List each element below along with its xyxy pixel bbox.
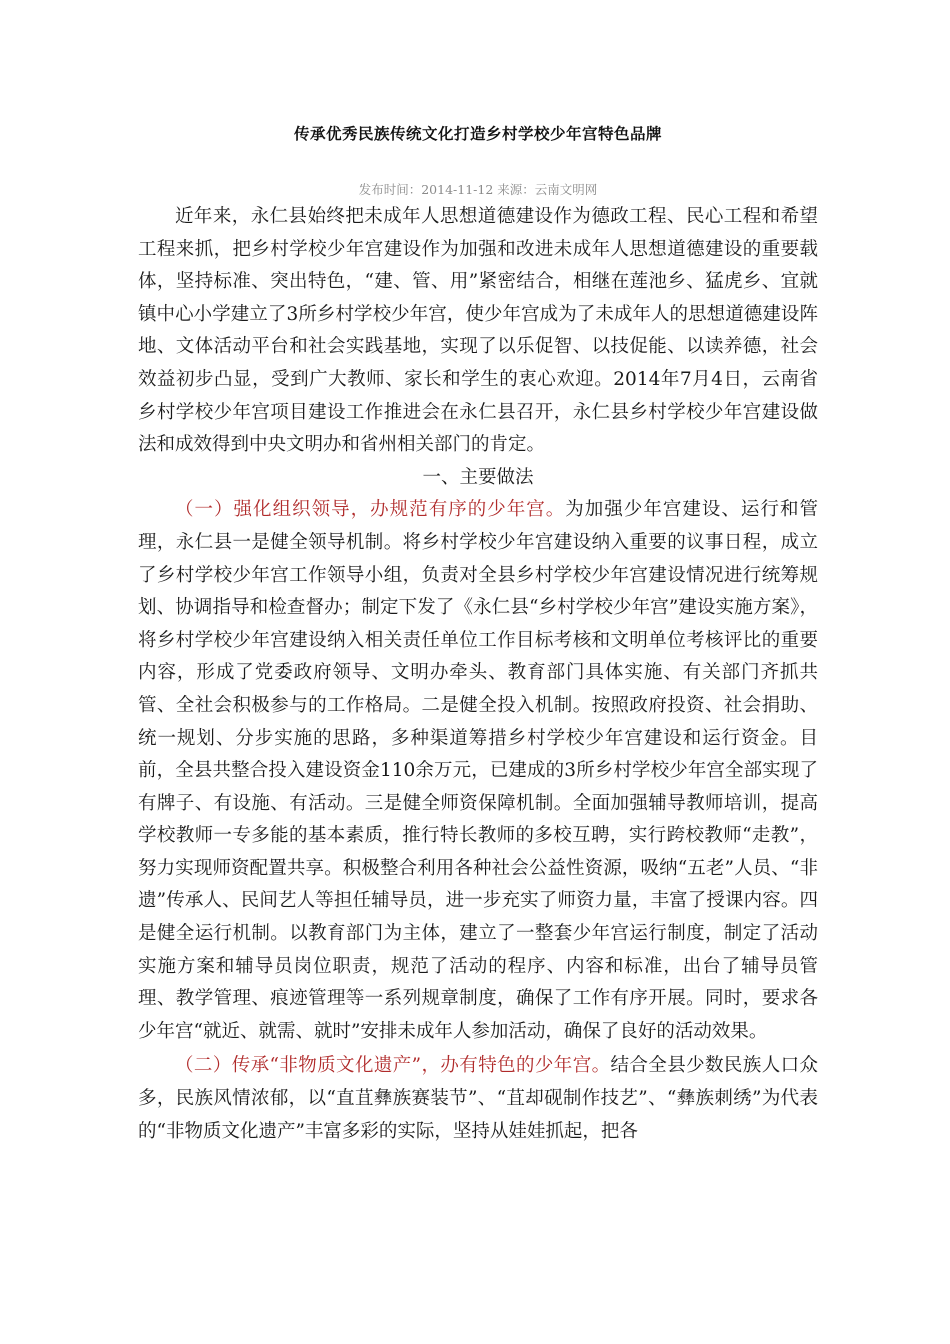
- article-body: [138, 201, 818, 1148]
- publish-meta: 发布时间：2014-11-12 来源：云南文明网: [358, 182, 598, 197]
- subsection-2-text: 结合全县少数民族人口众多，民族风情浓郁，以“直苴彝族赛装节”、“苴却砚制作技艺”、“彝族刺绣”为代表的“非物质文化遗产”丰富多彩的实际，坚持从娃娃抓起，把各: [138, 1055, 818, 1142]
- document-title: 传承优秀民族传统文化打造乡村学校少年宫特色品牌: [293, 125, 662, 143]
- subsection-1-heading: （一）强化组织领导，办规范有序的少年宫。: [175, 499, 566, 521]
- subsection-1-text: 为加强少年宫建设、运行和管理，永仁县一是健全领导机制。将乡村学校少年宫建设纳入重要的议事日程，成立了乡村学校少年宫工作领导小组，负责对全县乡村学校少年宫建设情况进行统筹规划、协调指导和检查督办；制定下发了《永仁县“乡村学校少年宫”建设实施方案》，将乡村学校少年宫建设纳入相关责任单位工作目标考核和文明单位考核评比的重要内容，形成了党委政府领导、文明办牵头、教育部门具体实施、有关部门齐抓共管、全社会积极参与的工作格局。二是健全投入机制。按照政府投资、社会捐助、统一规划、分步实施的思路，多种渠道筹措乡村学校少年宫建设和运行资金。目前，全县共整合投入建设资金110余万元，已建成的3所乡村学校少年宫全部实现了有牌子、有设施、有活动。三是健全师资保障机制。全面加强辅导教师培训，提高学校教师一专多能的基本素质，推行特长教师的多校互聘，实行跨校教师“走教”，努力实现师资配置共享。积极整合利用各种社会公益性资源，吸纳“五老”人员、“非遗”传承人、民间艺人等担任辅导员，进一步充实了师资力量，丰富了授课内容。四是健全运行机制。以教育部门为主体，建立了一整套少年宫运行制度，制定了活动实施方案和辅导员岗位职责，规范了活动的程序、内容和标准，出台了辅导员管理、教学管理、痕迹管理等一系列规章制度，确保了工作有序开展。同时，要求各少年宫“就近、就需、就时”安排未成年人参加活动，确保了良好的活动效果。: [138, 499, 818, 1042]
- subsection-2-heading: （二）传承“非物质文化遗产”，办有特色的少年宫。: [175, 1055, 611, 1077]
- intro-paragraph: 近年来，永仁县始终把未成年人思想道德建设作为德政工程、民心工程和希望工程来抓，把乡村学校少年宫建设作为加强和改进未成年人思想道德建设的重要载体，坚持标准、突出特色，“建、管、用”紧密结合，相继在莲池乡、猛虎乡、宜就镇中心小学建立了3所乡村学校少年宫，使少年宫成为了未成年人的思想道德建设阵地、文体活动平台和社会实践基地，实现了以乐促智、以技促能、以读养德，社会效益初步凸显，受到广大教师、家长和学生的衷心欢迎。2014年7月4日，云南省乡村学校少年宫项目建设工作推进会在永仁县召开，永仁县乡村学校少年宫建设做法和成效得到中央文明办和省州相关部门的肯定。: [138, 206, 818, 456]
- subsection-2-paragraph: [138, 1050, 818, 1148]
- section-heading: 一、主要做法: [422, 466, 534, 488]
- subsection-1-paragraph: [138, 494, 818, 1048]
